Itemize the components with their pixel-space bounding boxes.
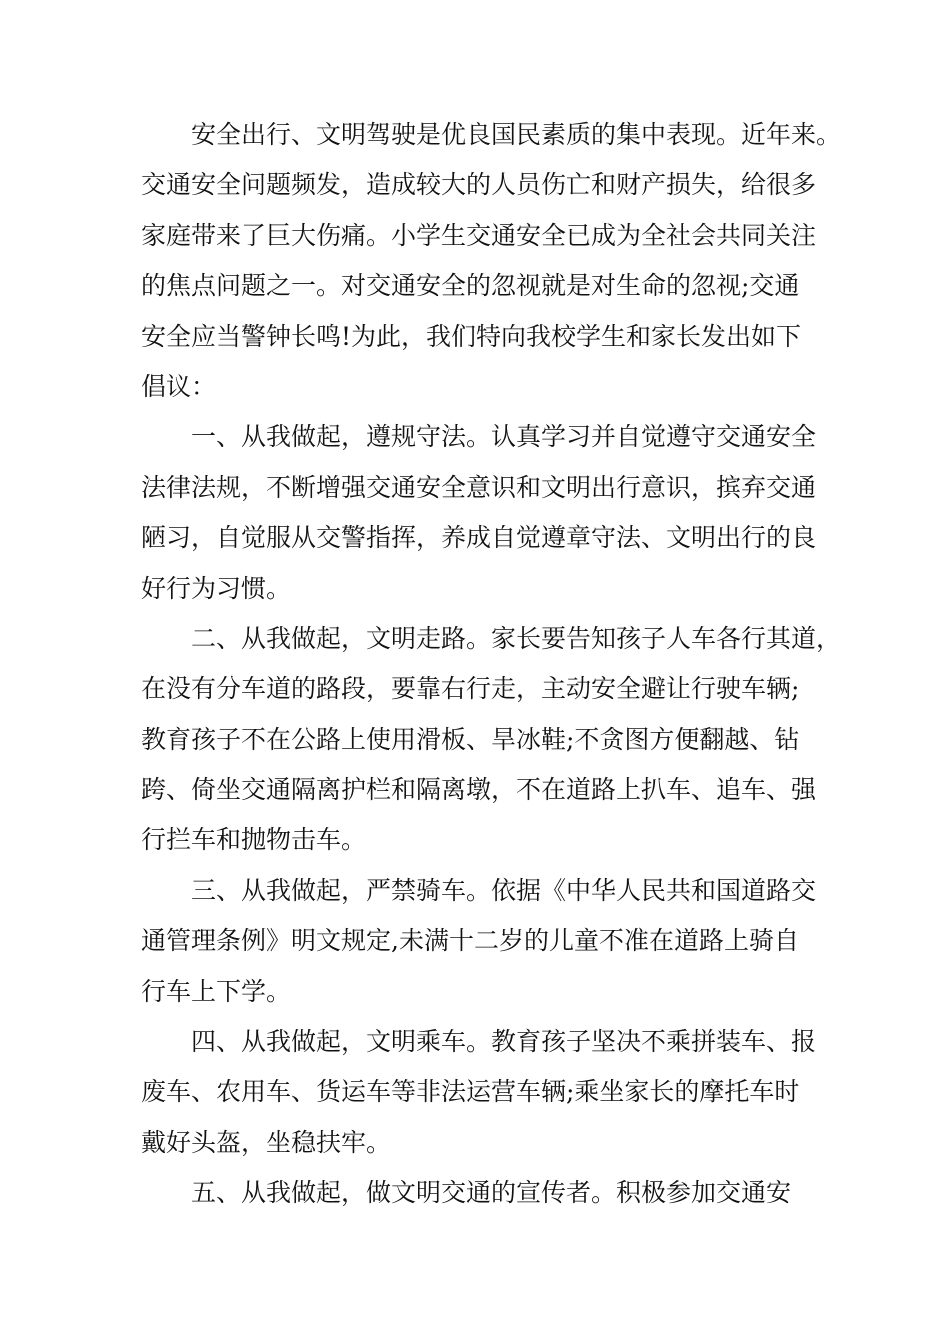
text-line: 行车上下学。 — [141, 976, 292, 1006]
text-line: 戴好头盔，坐稳扶牢。 — [141, 1127, 392, 1157]
text-line: 一、从我做起，遵规守法。认真学习并自觉遵守交通安全 — [191, 422, 817, 452]
text-line: 跨、倚坐交通隔离护栏和隔离墩，不在道路上扒车、追车、强 — [141, 775, 817, 805]
text-line: 家庭带来了巨大伤痛。小学生交通安全已成为全社会共同关注 — [141, 220, 817, 250]
text-line: 交通安全问题频发，造成较大的人员伤亡和财产损失，给很多 — [141, 170, 817, 200]
text-line: 的焦点问题之一。对交通安全的忽视就是对生命的忽视;交通 — [141, 271, 800, 301]
paragraph-five — [141, 1168, 841, 1218]
paragraph-intro — [141, 110, 841, 412]
paragraph-two — [141, 614, 841, 866]
text-line: 陋习，自觉服从交警指挥，养成自觉遵章守法、文明出行的良 — [141, 523, 817, 553]
text-line: 安全出行、文明驾驶是优良国民素质的集中表现。近年来。 — [191, 120, 842, 149]
text-line: 二、从我做起，文明走路。家长要告知孩子人车各行其道， — [191, 623, 842, 653]
paragraph-four — [141, 1017, 841, 1168]
text-line: 安全应当警钟长鸣!为此，我们特向我校学生和家长发出如下 — [141, 321, 802, 351]
text-line: 好行为习惯。 — [141, 573, 292, 603]
paragraph-three — [141, 866, 841, 1017]
text-line: 三、从我做起，严禁骑车。依据《中华人民共和国道路交 — [191, 875, 817, 905]
document-body — [141, 110, 841, 1219]
text-line: 五、从我做起，做文明交通的宣传者。积极参加交通安 — [191, 1178, 792, 1208]
text-line: 教育孩子不在公路上使用滑板、旱冰鞋;不贪图方便翻越、钻 — [141, 724, 800, 754]
text-line: 倡议： — [141, 371, 217, 401]
text-line: 法律法规，不断增强交通安全意识和文明出行意识，摈弃交通 — [141, 472, 817, 502]
text-line: 通管理条例》明文规定,未满十二岁的儿童不准在道路上骑自 — [141, 926, 799, 956]
paragraph-one — [141, 412, 841, 614]
text-line: 四、从我做起，文明乘车。教育孩子坚决不乘拼装车、报 — [191, 1027, 817, 1057]
text-line: 废车、农用车、货运车等非法运营车辆;乘坐家长的摩托车时 — [141, 1077, 800, 1107]
text-line: 行拦车和抛物击车。 — [141, 825, 367, 855]
text-line: 在没有分车道的路段，要靠右行走，主动安全避让行驶车辆; — [141, 674, 800, 704]
